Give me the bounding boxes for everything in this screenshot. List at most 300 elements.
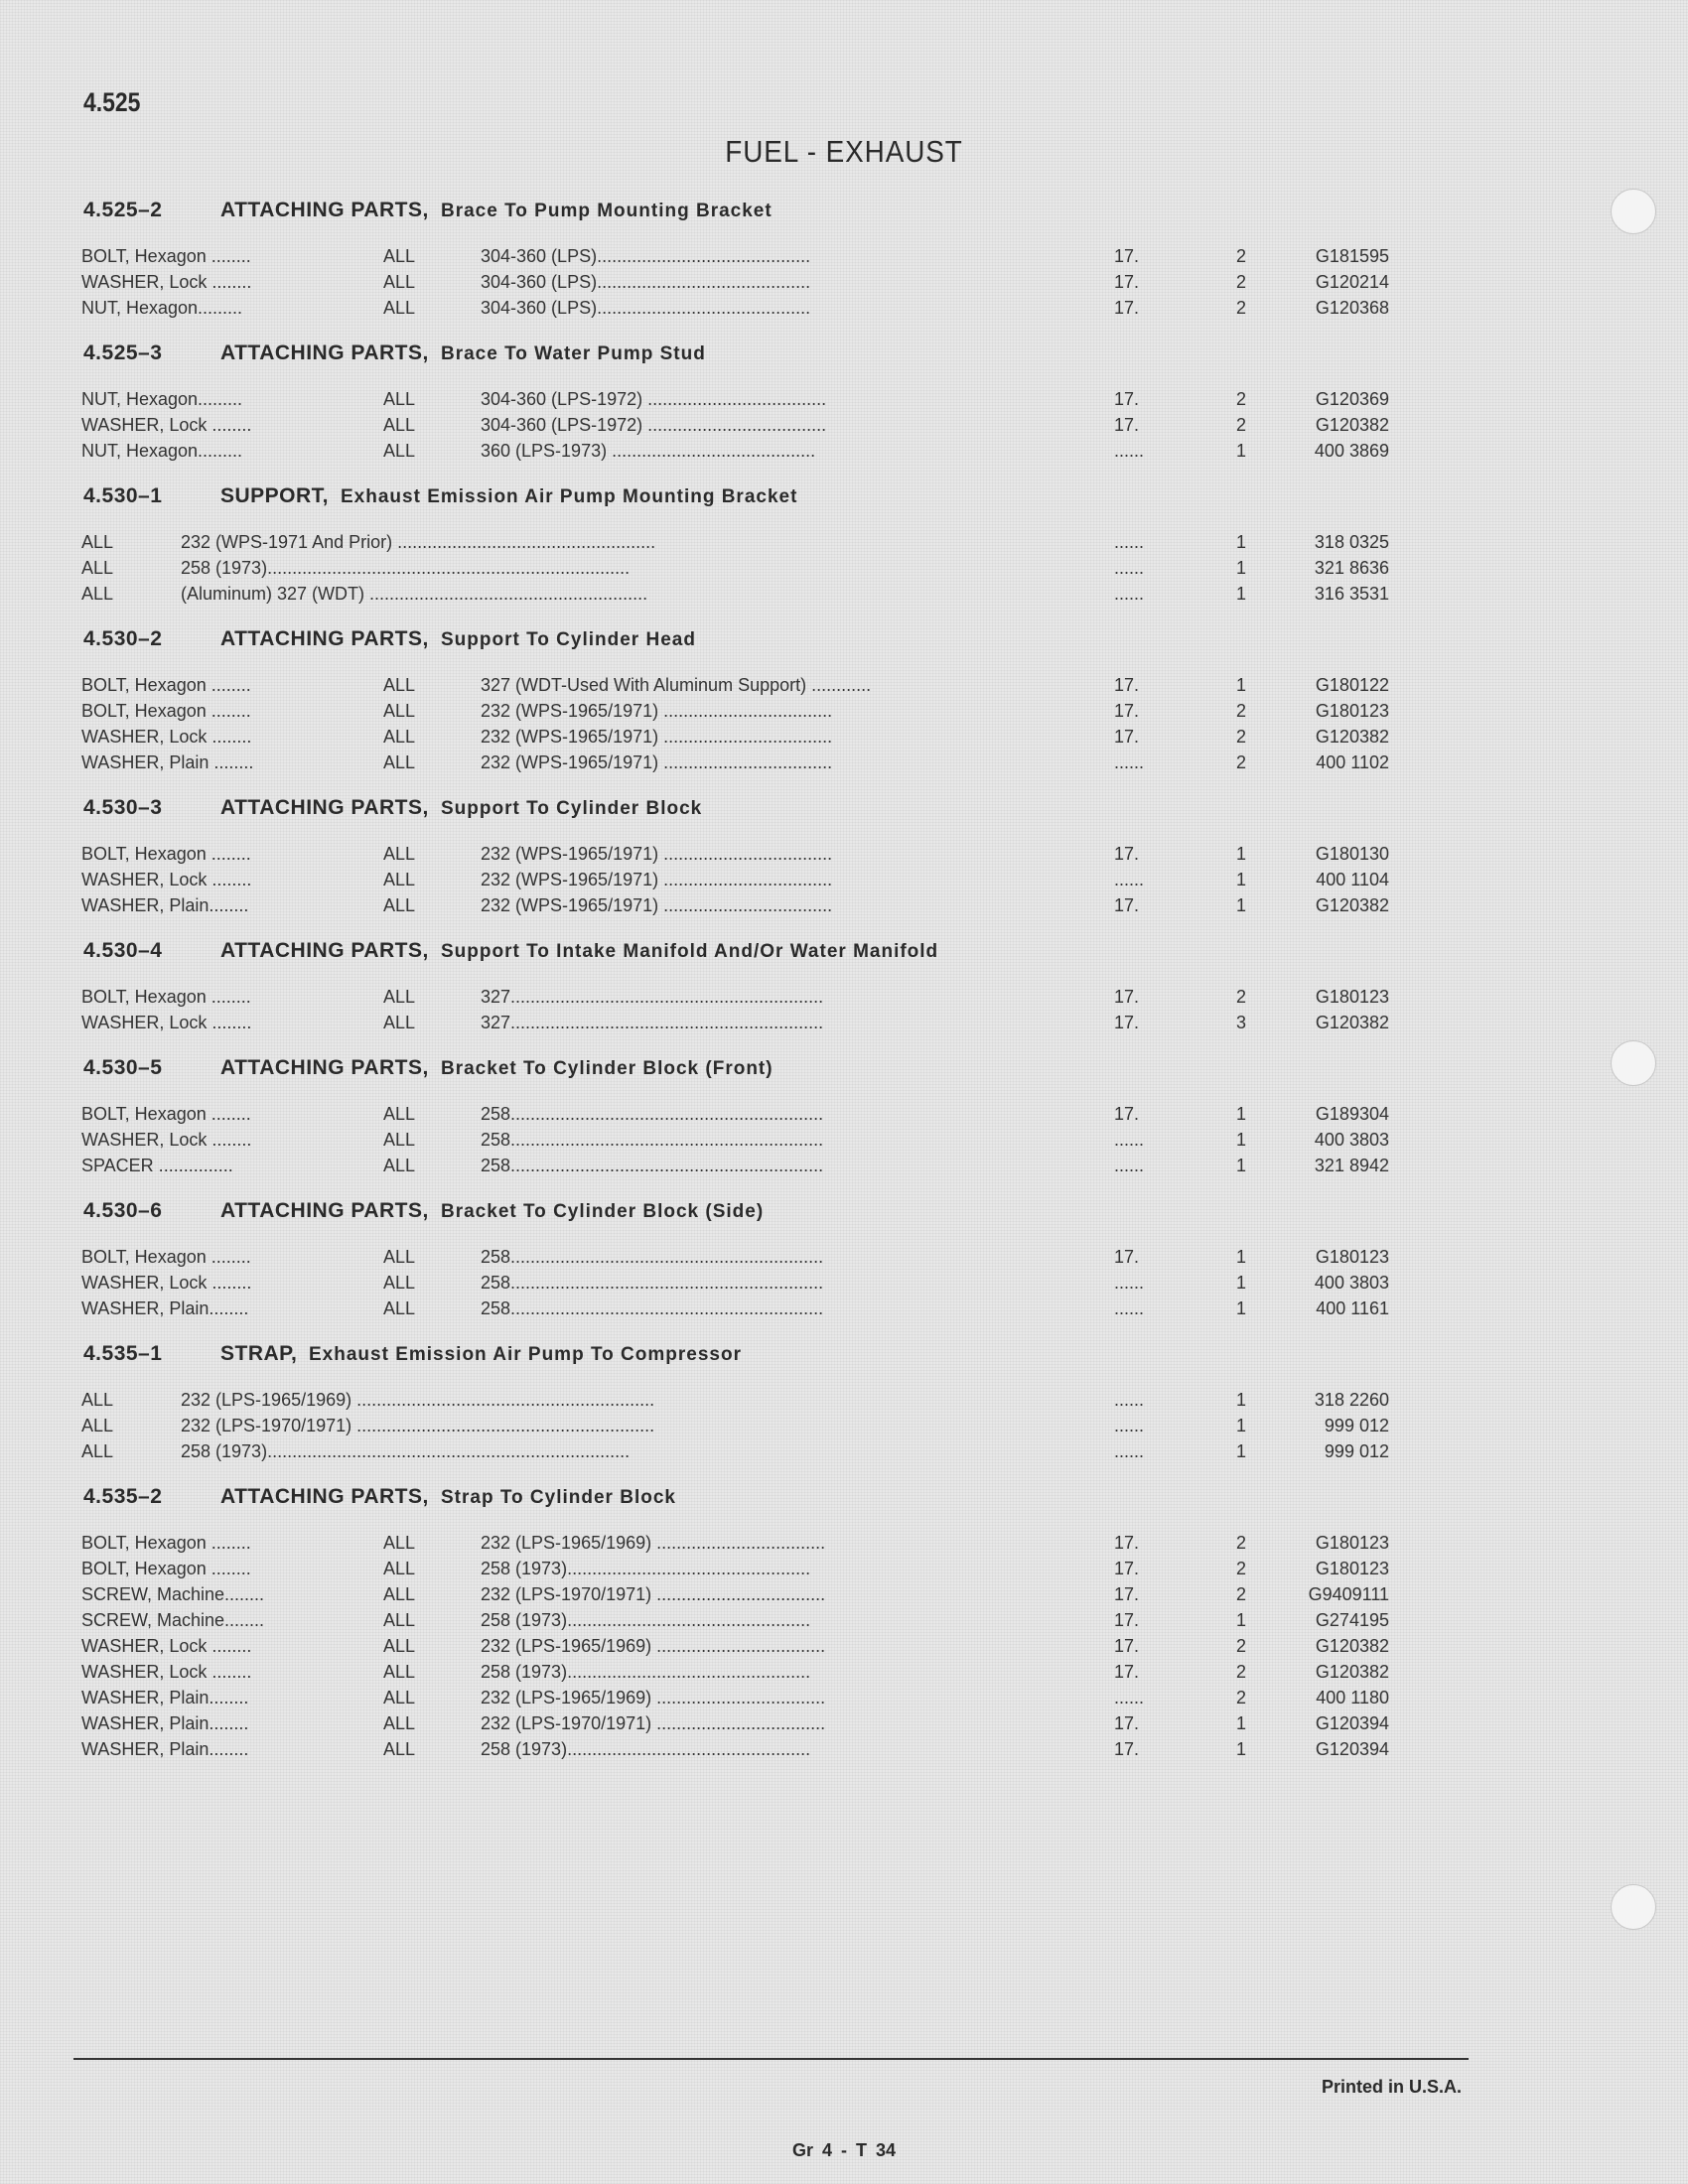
application: 327 (WDT-Used With Aluminum Support) ............ [481,675,872,695]
section-description: Exhaust Emission Air Pump Mounting Bracket [341,486,798,507]
model-all: ALL [81,1441,114,1461]
section-rows [0,1239,1688,1324]
part-name: WASHER, Plain........ [81,1298,249,1318]
part-number: 400 1104 [1316,870,1389,889]
model-all: ALL [383,1610,416,1630]
section-number: 4.535–2 [83,1485,163,1508]
part-number: 400 3803 [1314,1130,1389,1150]
section-number: 4.535–1 [83,1342,163,1365]
group-number: 17. [1114,1739,1140,1759]
group-number: 17. [1114,1559,1140,1578]
part-row [0,532,1688,558]
group-number: ...... [1114,1130,1145,1150]
parts-list [0,199,1688,1783]
model-all: ALL [383,1273,416,1293]
part-number: G120382 [1315,727,1389,747]
quantity: 1 [1236,584,1247,604]
group-number: 17. [1114,246,1140,266]
application: 304-360 (LPS)........................................... [481,246,811,266]
quantity: 1 [1236,844,1247,864]
section-rows [0,238,1688,324]
part-number: 999 012 [1324,1416,1389,1435]
quantity: 1 [1236,558,1247,578]
section-rows [0,667,1688,778]
part-row [0,246,1688,272]
part-number: G9409111 [1308,1584,1389,1604]
application: 360 (LPS-1973) ......................................... [481,441,816,461]
page-number: 4.525 [83,87,141,117]
section-rows [0,1096,1688,1181]
group-number: 17. [1114,987,1140,1007]
section-name: ATTACHING PARTS, [220,1056,429,1079]
part-row [0,1416,1688,1441]
part-name: BOLT, Hexagon ........ [81,675,251,695]
group-number: ...... [1114,532,1145,552]
application: 304-360 (LPS-1972) .................................... [481,415,827,435]
application: 304-360 (LPS-1972) .................................... [481,389,827,409]
model-all: ALL [81,1390,114,1410]
part-row [0,1298,1688,1324]
model-all: ALL [383,1130,416,1150]
section-number: 4.530–4 [83,939,163,962]
model-all: ALL [383,752,416,772]
group-number: ...... [1114,558,1145,578]
part-number: 316 3531 [1314,584,1389,604]
group-number: 17. [1114,1247,1140,1267]
section-name: ATTACHING PARTS, [220,627,429,650]
part-number: G120382 [1315,1662,1389,1682]
quantity: 2 [1236,727,1247,747]
part-row [0,1584,1688,1610]
part-number: G180123 [1315,1533,1389,1553]
part-name: BOLT, Hexagon ........ [81,987,251,1007]
parts-section [0,1485,1688,1765]
model-all: ALL [81,584,114,604]
part-row [0,1533,1688,1559]
part-name: WASHER, Plain........ [81,1739,249,1759]
part-number: G120382 [1315,415,1389,435]
model-all: ALL [383,389,416,409]
part-number: G189304 [1315,1104,1389,1124]
model-all: ALL [383,727,416,747]
application: 258............................................................... [481,1247,824,1267]
part-name: WASHER, Lock ........ [81,1013,252,1032]
application: 232 (LPS-1970/1971) .................................. [481,1584,826,1604]
part-number: G120394 [1315,1713,1389,1733]
part-number: 400 1161 [1316,1298,1389,1318]
part-row [0,1636,1688,1662]
part-row [0,1390,1688,1416]
quantity: 2 [1236,389,1247,409]
part-row [0,584,1688,610]
model-all: ALL [81,1416,114,1435]
model-all: ALL [383,870,416,889]
application: 304-360 (LPS)........................................... [481,272,811,292]
footer-rule [73,2058,1469,2060]
part-name: WASHER, Lock ........ [81,1636,252,1656]
parts-section [0,627,1688,778]
part-number: G180130 [1315,844,1389,864]
quantity: 2 [1236,1584,1247,1604]
part-row [0,1739,1688,1765]
section-rows [0,1525,1688,1765]
application: 258 (1973)......................................................................... [181,558,631,578]
application: 327............................................................... [481,987,824,1007]
part-number: G274195 [1315,1610,1389,1630]
part-name: BOLT, Hexagon ........ [81,246,251,266]
part-number: G181595 [1315,246,1389,266]
part-number: G120214 [1315,272,1389,292]
section-heading [0,1485,1688,1525]
quantity: 1 [1236,1610,1247,1630]
section-rows [0,836,1688,921]
part-number: 999 012 [1324,1441,1389,1461]
application: 232 (WPS-1965/1971) .................................. [481,752,833,772]
model-all: ALL [383,1533,416,1553]
section-number: 4.530–6 [83,1199,163,1222]
part-number: G120382 [1315,1013,1389,1032]
group-number: 17. [1114,1104,1140,1124]
application: 258............................................................... [481,1273,824,1293]
quantity: 1 [1236,1273,1247,1293]
parts-section [0,484,1688,610]
group-number: 17. [1114,1584,1140,1604]
part-row [0,1130,1688,1156]
quantity: 1 [1236,675,1247,695]
group-number: 17. [1114,1662,1140,1682]
part-name: WASHER, Lock ........ [81,1273,252,1293]
application: 232 (LPS-1965/1969) .................................. [481,1688,826,1707]
group-number: 17. [1114,389,1140,409]
parts-section [0,341,1688,467]
part-row [0,1559,1688,1584]
part-name: WASHER, Plain........ [81,1688,249,1707]
quantity: 1 [1236,1104,1247,1124]
application: 232 (LPS-1965/1969) ............................................................ [181,1390,655,1410]
model-all: ALL [81,532,114,552]
part-name: WASHER, Plain ........ [81,752,254,772]
part-name: BOLT, Hexagon ........ [81,1104,251,1124]
model-all: ALL [383,1636,416,1656]
quantity: 1 [1236,1247,1247,1267]
application: 232 (WPS-1965/1971) .................................. [481,844,833,864]
part-row [0,1662,1688,1688]
application: 258............................................................... [481,1130,824,1150]
quantity: 1 [1236,441,1247,461]
part-row [0,675,1688,701]
model-all: ALL [383,1298,416,1318]
quantity: 1 [1236,1713,1247,1733]
part-name: WASHER, Plain........ [81,895,249,915]
part-name: WASHER, Lock ........ [81,1130,252,1150]
quantity: 1 [1236,870,1247,889]
part-row [0,1610,1688,1636]
section-number: 4.530–5 [83,1056,163,1079]
model-all: ALL [383,1013,416,1032]
part-number: G180123 [1315,987,1389,1007]
part-name: WASHER, Lock ........ [81,1662,252,1682]
part-number: G180123 [1315,1247,1389,1267]
application: 232 (WPS-1965/1971) .................................. [481,895,833,915]
quantity: 2 [1236,1662,1247,1682]
quantity: 2 [1236,1559,1247,1578]
part-name: NUT, Hexagon......... [81,298,243,318]
parts-section [0,199,1688,324]
section-heading [0,939,1688,979]
group-number: 17. [1114,1533,1140,1553]
application: 258............................................................... [481,1156,824,1175]
application: 232 (WPS-1971 And Prior) .................................................... [181,532,656,552]
part-name: SPACER ............... [81,1156,233,1175]
model-all: ALL [383,1713,416,1733]
part-number: 400 1102 [1316,752,1389,772]
application: 258 (1973)................................................. [481,1559,811,1578]
group-number: 17. [1114,1636,1140,1656]
section-description: Strap To Cylinder Block [441,1487,676,1508]
part-row [0,752,1688,778]
model-all: ALL [383,1559,416,1578]
quantity: 1 [1236,1298,1247,1318]
parts-section [0,1056,1688,1181]
quantity: 2 [1236,1533,1247,1553]
application: 258 (1973)................................................. [481,1662,811,1682]
model-all: ALL [383,1156,416,1175]
parts-section [0,796,1688,921]
section-name: ATTACHING PARTS, [220,341,429,364]
part-name: WASHER, Plain........ [81,1713,249,1733]
part-row [0,727,1688,752]
group-page-label: Gr 4 - T 34 [791,2140,897,2160]
quantity: 1 [1236,1416,1247,1435]
part-row [0,558,1688,584]
section-description: Support To Cylinder Head [441,629,696,650]
section-heading [0,1056,1688,1096]
part-row [0,415,1688,441]
quantity: 1 [1236,1441,1247,1461]
application: 232 (WPS-1965/1971) .................................. [481,727,833,747]
part-number: G120368 [1315,298,1389,318]
part-number: G180122 [1315,675,1389,695]
section-description: Bracket To Cylinder Block (Side) [441,1201,765,1222]
model-all: ALL [383,441,416,461]
application: 232 (WPS-1965/1971) .................................. [481,701,833,721]
part-row [0,870,1688,895]
part-number: G180123 [1315,1559,1389,1578]
part-row [0,701,1688,727]
group-number: 17. [1114,844,1140,864]
quantity: 1 [1236,1390,1247,1410]
group-number: 17. [1114,727,1140,747]
part-name: BOLT, Hexagon ........ [81,1533,251,1553]
group-number: 17. [1114,298,1140,318]
group-number: ...... [1114,1273,1145,1293]
part-row [0,441,1688,467]
group-number: ...... [1114,1298,1145,1318]
parts-section [0,1199,1688,1324]
part-row [0,1713,1688,1739]
section-number: 4.525–3 [83,341,163,364]
section-number: 4.530–2 [83,627,163,650]
group-number: ...... [1114,1390,1145,1410]
group-number: ...... [1114,1441,1145,1461]
group-number: 17. [1114,895,1140,915]
section-number: 4.525–2 [83,199,163,221]
group-number: ...... [1114,1688,1145,1707]
section-name: ATTACHING PARTS, [220,939,429,962]
part-row [0,844,1688,870]
part-row [0,1156,1688,1181]
part-name: WASHER, Lock ........ [81,727,252,747]
model-all: ALL [383,272,416,292]
application: (Aluminum) 327 (WDT) ........................................................ [181,584,648,604]
quantity: 2 [1236,246,1247,266]
part-number: 400 3869 [1314,441,1389,461]
part-number: G120382 [1315,1636,1389,1656]
part-name: SCREW, Machine........ [81,1610,265,1630]
binder-hole [1611,1884,1656,1930]
quantity: 2 [1236,752,1247,772]
section-name: ATTACHING PARTS, [220,796,429,819]
section-name: ATTACHING PARTS, [220,1199,429,1222]
section-heading [0,796,1688,836]
part-name: SCREW, Machine........ [81,1584,265,1604]
group-number: ...... [1114,1416,1145,1435]
part-row [0,1273,1688,1298]
model-all: ALL [383,1104,416,1124]
model-all: ALL [383,1247,416,1267]
part-row [0,1688,1688,1713]
group-number: 17. [1114,272,1140,292]
application: 258 (1973)......................................................................... [181,1441,631,1461]
quantity: 1 [1236,895,1247,915]
printed-in-usa: Printed in U.S.A. [1321,2077,1462,2097]
group-number: ...... [1114,870,1145,889]
section-name: STRAP, [220,1342,298,1365]
part-number: G120369 [1315,389,1389,409]
section-number: 4.530–1 [83,484,163,507]
section-heading [0,1342,1688,1382]
section-description: Brace To Water Pump Stud [441,343,706,364]
part-number: G120382 [1315,895,1389,915]
part-number: 318 2260 [1314,1390,1389,1410]
application: 232 (LPS-1965/1969) .................................. [481,1636,826,1656]
group-number: ...... [1114,752,1145,772]
part-row [0,1013,1688,1038]
part-row [0,389,1688,415]
part-row [0,1247,1688,1273]
section-rows [0,1382,1688,1467]
quantity: 1 [1236,1130,1247,1150]
model-all: ALL [383,895,416,915]
model-all: ALL [383,1739,416,1759]
application: 232 (WPS-1965/1971) .................................. [481,870,833,889]
application: 258............................................................... [481,1298,824,1318]
quantity: 1 [1236,1739,1247,1759]
section-description: Brace To Pump Mounting Bracket [441,201,773,221]
model-all: ALL [383,987,416,1007]
section-number: 4.530–3 [83,796,163,819]
section-heading [0,199,1688,238]
part-name: BOLT, Hexagon ........ [81,1247,251,1267]
section-name: ATTACHING PARTS, [220,199,429,221]
section-rows [0,524,1688,610]
group-number: ...... [1114,441,1145,461]
part-name: NUT, Hexagon......... [81,441,243,461]
group-number: 17. [1114,1013,1140,1032]
quantity: 2 [1236,298,1247,318]
group-number: 17. [1114,1610,1140,1630]
quantity: 2 [1236,415,1247,435]
section-description: Exhaust Emission Air Pump To Compressor [309,1344,742,1365]
model-all: ALL [383,701,416,721]
application: 327............................................................... [481,1013,824,1032]
section-rows [0,979,1688,1038]
section-description: Support To Intake Manifold And/Or Water Manifold [441,941,939,962]
part-row [0,298,1688,324]
part-number: 318 0325 [1314,532,1389,552]
model-all: ALL [383,1688,416,1707]
group-number: ...... [1114,1156,1145,1175]
quantity: 3 [1236,1013,1247,1032]
model-all: ALL [383,844,416,864]
part-name: BOLT, Hexagon ........ [81,701,251,721]
section-description: Bracket To Cylinder Block (Front) [441,1058,774,1079]
model-all: ALL [383,1662,416,1682]
section-rows [0,381,1688,467]
model-all: ALL [383,675,416,695]
application: 258 (1973)................................................. [481,1610,811,1630]
application: 232 (LPS-1970/1971) ............................................................ [181,1416,655,1435]
part-row [0,895,1688,921]
quantity: 1 [1236,1156,1247,1175]
part-row [0,1441,1688,1467]
group-number: 17. [1114,1713,1140,1733]
model-all: ALL [383,1584,416,1604]
model-all: ALL [383,298,416,318]
quantity: 2 [1236,272,1247,292]
section-heading [0,341,1688,381]
part-row [0,987,1688,1013]
quantity: 1 [1236,532,1247,552]
quantity: 2 [1236,1636,1247,1656]
part-number: 321 8942 [1314,1156,1389,1175]
model-all: ALL [81,558,114,578]
model-all: ALL [383,415,416,435]
application: 232 (LPS-1970/1971) .................................. [481,1713,826,1733]
quantity: 2 [1236,987,1247,1007]
quantity: 2 [1236,1688,1247,1707]
part-name: WASHER, Lock ........ [81,272,252,292]
part-number: 400 3803 [1314,1273,1389,1293]
part-name: WASHER, Lock ........ [81,870,252,889]
part-name: NUT, Hexagon......... [81,389,243,409]
application: 258............................................................... [481,1104,824,1124]
application: 258 (1973)................................................. [481,1739,811,1759]
part-row [0,1104,1688,1130]
section-name: ATTACHING PARTS, [220,1485,429,1508]
section-heading [0,484,1688,524]
part-number: G180123 [1315,701,1389,721]
application: 304-360 (LPS)........................................... [481,298,811,318]
part-number: 321 8636 [1314,558,1389,578]
parts-section [0,939,1688,1038]
group-number: ...... [1114,584,1145,604]
part-row [0,272,1688,298]
part-name: BOLT, Hexagon ........ [81,1559,251,1578]
section-name: SUPPORT, [220,484,330,507]
group-number: 17. [1114,675,1140,695]
part-name: WASHER, Lock ........ [81,415,252,435]
